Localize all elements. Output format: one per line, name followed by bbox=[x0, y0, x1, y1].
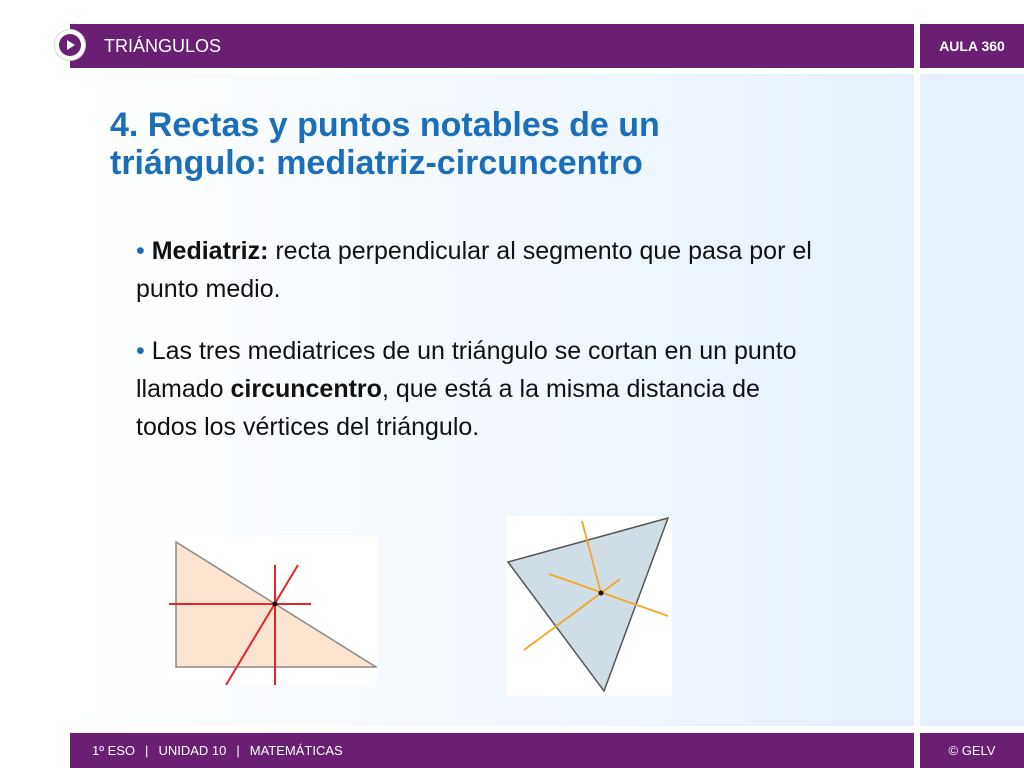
term-circuncentro: circuncentro bbox=[230, 375, 382, 403]
circumcenter-point bbox=[273, 602, 278, 607]
term-mediatriz: Mediatriz: bbox=[151, 237, 269, 265]
right-triangle-diagram bbox=[169, 535, 377, 685]
footer-copyright: © GELV bbox=[920, 733, 1024, 768]
circumcenter-point bbox=[599, 591, 604, 596]
acute-triangle-diagram bbox=[506, 516, 672, 696]
side-strip bbox=[920, 74, 1024, 726]
footer-course: 1º ESO bbox=[92, 743, 136, 758]
footer-separator: | bbox=[236, 743, 240, 758]
slide-title-line-1: 4. Rectas y puntos notables de un bbox=[110, 106, 660, 144]
slide-title bbox=[110, 106, 830, 182]
footer-bar bbox=[70, 733, 914, 768]
right-triangle-figure bbox=[169, 535, 377, 685]
paragraph-mediatriz bbox=[136, 232, 816, 308]
section-title: TRIÁNGULOS bbox=[104, 36, 222, 56]
bullet-icon: • bbox=[136, 237, 145, 265]
footer-subject: MATEMÁTICAS bbox=[249, 743, 343, 758]
footer-separator: | bbox=[145, 743, 149, 758]
play-icon bbox=[59, 34, 81, 56]
bullet-icon: • bbox=[136, 337, 145, 365]
slide-title-line-2: triángulo: mediatriz-circuncentro bbox=[110, 144, 643, 182]
brand-label: AULA 360 bbox=[920, 24, 1024, 68]
text-circuncentro-end: , que está a la misma distancia de todos los vértices del triángulo. bbox=[136, 375, 760, 441]
footer-unit: UNIDAD 10 bbox=[158, 743, 227, 758]
text-circuncentro-start: Las tres mediatrices de un triángulo se cortan en un punto llamado bbox=[136, 337, 797, 403]
definition-mediatriz: recta perpendicular al segmento que pasa por el punto medio. bbox=[136, 237, 812, 303]
play-button[interactable] bbox=[55, 30, 85, 60]
paragraph-circuncentro bbox=[136, 332, 816, 446]
slide-body bbox=[136, 232, 816, 470]
acute-triangle-figure bbox=[506, 516, 672, 696]
